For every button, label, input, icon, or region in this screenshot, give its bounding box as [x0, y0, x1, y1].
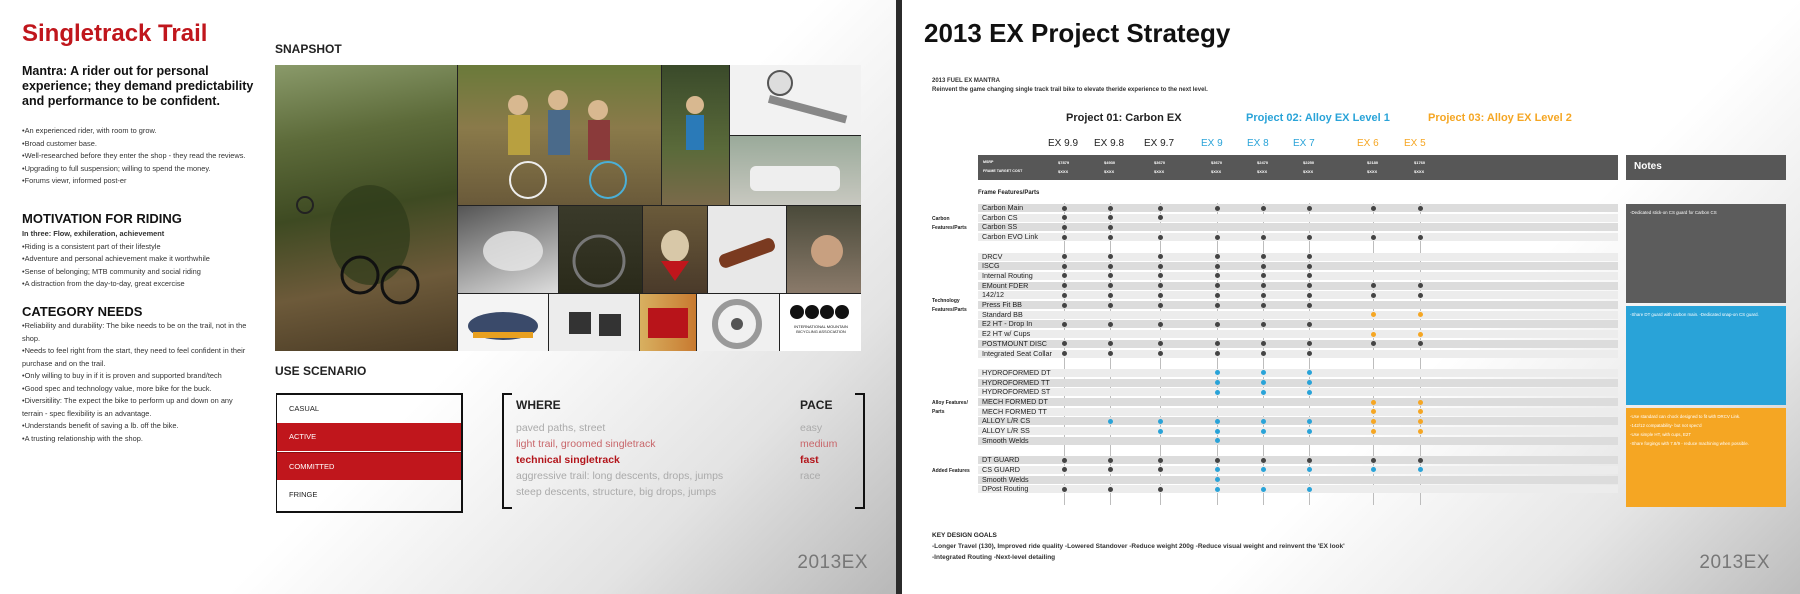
feature-label: ALLOY L/R CS — [982, 416, 1031, 426]
msrp-value: $2180 — [1367, 160, 1379, 165]
feature-dot — [1108, 487, 1113, 492]
where-item: paved paths, street — [516, 422, 606, 434]
feature-dot — [1158, 303, 1163, 308]
feature-label: CS GUARD — [982, 464, 1020, 474]
feature-label: MECH FORMED DT — [982, 397, 1048, 406]
category-bullet: •Reliability and durability: The bike needs to be on the trail, not in the shop. — [22, 321, 247, 343]
feature-dot — [1062, 487, 1067, 492]
pace-item: race — [800, 470, 821, 482]
feature-dot — [1307, 322, 1312, 327]
strategy-title: 2013 EX Project Strategy — [924, 18, 1231, 48]
feature-dot — [1062, 322, 1067, 327]
feature-dot — [1261, 322, 1266, 327]
model-name: EX 6 — [1357, 138, 1379, 149]
mantra-heading: 2013 FUEL EX MANTRA — [932, 78, 1000, 84]
snapshot-title: SNAPSHOT — [275, 42, 342, 56]
feature-dot — [1418, 235, 1423, 240]
feature-label: MECH FORMED TT — [982, 406, 1047, 416]
feature-row — [978, 408, 1618, 416]
feature-dot — [1108, 458, 1113, 463]
feature-label: DPost Routing — [982, 484, 1029, 494]
frame-cost-value: $XXX — [1058, 169, 1069, 174]
feature-dot — [1371, 400, 1376, 405]
feature-dot — [1418, 400, 1423, 405]
feature-dot — [1371, 419, 1376, 424]
feature-label: Carbon EVO Link — [982, 232, 1038, 242]
feature-label: Carbon CS — [982, 212, 1018, 222]
frame-cost-value: $XXX — [1257, 169, 1268, 174]
feature-dot — [1108, 351, 1113, 356]
model-name: EX 5 — [1404, 138, 1426, 149]
feature-dot — [1062, 235, 1067, 240]
feature-row — [978, 272, 1618, 280]
photo-car-bikes — [730, 136, 861, 205]
note-line: -Share DT guard with carbon main. -Dedicated snap-on CS guard. — [1630, 312, 1759, 317]
msrp-value: $3670 — [1211, 160, 1223, 165]
feature-row — [978, 311, 1618, 319]
feature-dot — [1062, 225, 1067, 230]
profile-bullet: •An experienced rider, with room to grow. — [22, 126, 157, 135]
feature-dot — [1108, 254, 1113, 259]
feature-dot — [1307, 254, 1312, 259]
feature-group-label: Alloy Features/ Parts — [932, 399, 968, 415]
feature-dot — [1261, 390, 1266, 395]
photo-shoes — [458, 294, 548, 351]
feature-row — [978, 233, 1618, 241]
persona-mantra: Mantra: A rider out for personal experience; they demand predictability and performance to be confident. — [22, 64, 254, 108]
feature-dot — [1418, 458, 1423, 463]
feature-dot — [1215, 206, 1220, 211]
feature-group-label: Technology Features/Parts — [932, 298, 967, 313]
key-goals-heading: KEY DESIGN GOALS — [932, 532, 997, 539]
feature-dot — [1062, 351, 1067, 356]
brand-mark: 2013EX — [1699, 552, 1770, 573]
pace-item: medium — [800, 438, 838, 450]
photo-riders-forest — [275, 65, 457, 351]
where-item: technical singletrack — [516, 454, 620, 466]
feature-label: Smooth Welds — [982, 435, 1029, 445]
where-item: light trail, groomed singletrack — [516, 438, 656, 450]
feature-label: Smooth Welds — [982, 474, 1029, 484]
pace-heading: PACE — [800, 398, 833, 412]
frame-cost-value: $XXX — [1211, 169, 1222, 174]
notes-header — [1626, 155, 1786, 180]
strategy-page — [902, 0, 1800, 594]
feature-row — [978, 262, 1618, 270]
feature-row — [978, 320, 1618, 328]
persona-page — [0, 0, 898, 594]
feature-dot — [1158, 264, 1163, 269]
motivation-list — [22, 228, 252, 291]
note-line: -Use simple HT, with cups, E2T — [1630, 432, 1691, 437]
photo-laughing-rider — [787, 206, 861, 293]
feature-label: Integrated Seat Collar — [982, 348, 1052, 358]
feature-row — [978, 427, 1618, 435]
feature-dot — [1307, 303, 1312, 308]
profile-bullet: •Broad customer base. — [22, 138, 97, 148]
feature-dot — [1261, 235, 1266, 240]
feature-label: HYDROFORMED ST — [982, 387, 1051, 397]
feature-dot — [1158, 487, 1163, 492]
feature-row — [978, 417, 1618, 425]
note-line: -142/12 compatability- but not spec'd — [1630, 423, 1702, 428]
feature-row — [978, 476, 1618, 484]
feature-row — [978, 350, 1618, 358]
msrp-label: MSRP — [983, 160, 994, 164]
feature-row — [978, 301, 1618, 309]
feature-group-label: Carbon Features/Parts — [932, 215, 967, 231]
right-bracket — [855, 393, 865, 509]
feature-dot — [1307, 206, 1312, 211]
feature-dot — [1108, 303, 1113, 308]
frame-cost-value: $XXX — [1154, 169, 1165, 174]
feature-dot — [1418, 206, 1423, 211]
photo-shock-pump — [730, 65, 861, 135]
feature-row — [978, 456, 1618, 464]
feature-label: Carbon SS — [982, 222, 1018, 232]
feature-dot — [1108, 322, 1113, 327]
feature-row — [978, 398, 1618, 406]
brand-mark: 2013EX — [797, 552, 868, 573]
feature-group-label: Added Features — [932, 467, 970, 474]
frame-cost-label: FRAME TARGET COST — [983, 169, 1023, 173]
key-goals-line1: -Longer Travel (130), Improved ride quality -Lowered Standover -Reduce weight 200g -Reduce visual weight and reinvent the 'EX look' — [932, 543, 1345, 550]
note-line: -Dedicated stick-on CS guard for Carbon CS — [1630, 210, 1717, 215]
feature-row — [978, 437, 1618, 445]
profile-bullet: •Well-researched before they enter the shop - they read the reviews. — [22, 151, 246, 160]
feature-row — [978, 388, 1618, 396]
feature-dot — [1062, 264, 1067, 269]
note-block — [1626, 204, 1786, 303]
price-header — [978, 155, 1618, 180]
feature-dot — [1062, 458, 1067, 463]
category-bullet: •Only willing to buy in if it is proven and supported brand/tech — [22, 371, 222, 380]
feature-dot — [1307, 487, 1312, 492]
feature-dot — [1215, 303, 1220, 308]
pace-item: easy — [800, 422, 823, 434]
feature-dot — [1371, 293, 1376, 298]
photo-disc-rotor — [697, 294, 779, 351]
snapshot-collage — [275, 65, 861, 351]
feature-dot — [1261, 254, 1266, 259]
feature-dot — [1215, 351, 1220, 356]
frame-cost-value: $XXX — [1303, 169, 1314, 174]
category-heading: CATEGORY NEEDS — [22, 304, 143, 319]
frame-cost-value: $XXX — [1367, 169, 1378, 174]
model-name: EX 9.9 — [1048, 138, 1079, 149]
scenario-active: ACTIVE — [277, 423, 461, 451]
feature-label: Standard BB — [982, 309, 1023, 319]
pace-item: fast — [800, 454, 819, 466]
note-line: -Share forgings with 7.8/9 - reduce machining when possible. — [1630, 441, 1749, 446]
feature-dot — [1261, 264, 1266, 269]
feature-dot — [1215, 293, 1220, 298]
photo-energy-bar — [640, 294, 696, 351]
category-list — [22, 320, 252, 445]
feature-dot — [1158, 206, 1163, 211]
feature-row — [978, 204, 1618, 212]
feature-row — [978, 253, 1618, 261]
feature-dot — [1215, 419, 1220, 424]
feature-dot — [1371, 235, 1376, 240]
feature-dot — [1261, 206, 1266, 211]
category-bullet: •Diversitility: The expect the bike to perform up and down on any terrain - spec flexibility is an advantage. — [22, 396, 233, 418]
feature-dot — [1215, 458, 1220, 463]
feature-dot — [1062, 293, 1067, 298]
feature-label: E2 HT - Drop In — [982, 319, 1033, 329]
note-line: -Use standard can chock designed to fit with DRCV Link. — [1630, 414, 1741, 419]
feature-dot — [1158, 419, 1163, 424]
feature-dot — [1158, 322, 1163, 327]
use-scenario-title: USE SCENARIO — [275, 364, 367, 378]
feature-dot — [1418, 332, 1423, 337]
scenario-committed: COMMITTED — [277, 452, 461, 480]
feature-dot — [1062, 206, 1067, 211]
frame-features-heading: Frame Features/Parts — [978, 190, 1040, 196]
feature-row — [978, 340, 1618, 348]
feature-dot — [1158, 429, 1163, 434]
feature-row — [978, 291, 1618, 299]
key-goals-line2: -Integrated Routing -Next-level detailing — [932, 554, 1056, 561]
feature-dot — [1261, 419, 1266, 424]
msrp-value: $7879 — [1058, 160, 1070, 165]
photo-pedals — [549, 294, 639, 351]
feature-label: HYDROFORMED DT — [982, 367, 1051, 377]
feature-row — [978, 223, 1618, 231]
msrp-value: $2470 — [1257, 160, 1269, 165]
feature-label: E2 HT w/ Cups — [982, 329, 1031, 339]
feature-dot — [1261, 458, 1266, 463]
scenario-list — [276, 393, 463, 513]
notes-heading: Notes — [1634, 161, 1662, 172]
feature-row — [978, 282, 1618, 290]
feature-label: EMount FDER — [982, 280, 1029, 290]
frame-cost-value: $XXX — [1104, 169, 1115, 174]
photo-gloves — [458, 206, 558, 293]
feature-label: Internal Routing — [982, 270, 1033, 280]
feature-dot — [1371, 458, 1376, 463]
feature-dot — [1307, 458, 1312, 463]
model-name: EX 7 — [1293, 138, 1315, 149]
feature-dot — [1158, 235, 1163, 240]
feature-dot — [1108, 206, 1113, 211]
feature-label: Carbon Main — [982, 203, 1024, 212]
photo-bike-detail — [559, 206, 642, 293]
persona-title: Singletrack Trail — [22, 20, 208, 47]
feature-dot — [1418, 293, 1423, 298]
feature-row — [978, 330, 1618, 338]
msrp-value: $2250 — [1303, 160, 1315, 165]
feature-dot — [1062, 303, 1067, 308]
feature-dot — [1108, 225, 1113, 230]
feature-dot — [1158, 254, 1163, 259]
feature-label: DT GUARD — [982, 455, 1020, 465]
photo-multitool — [708, 206, 786, 293]
project-01-label: Project 01: Carbon EX — [1066, 112, 1182, 124]
feature-dot — [1371, 332, 1376, 337]
where-heading: WHERE — [516, 398, 561, 412]
where-item: aggressive trail: long descents, drops, jumps — [516, 470, 724, 482]
feature-row — [978, 369, 1618, 377]
feature-dot — [1158, 351, 1163, 356]
feature-dot — [1307, 235, 1312, 240]
motivation-bullet: •Adventure and personal achievement make it worthwhile — [22, 254, 210, 263]
feature-dot — [1418, 419, 1423, 424]
imba-logo-text: INTERNATIONAL MOUNTAIN BICYCLING ASSOCIATION — [794, 324, 848, 334]
feature-dot — [1261, 293, 1266, 298]
feature-dot — [1215, 264, 1220, 269]
feature-label: POSTMOUNT DISC — [982, 338, 1047, 348]
feature-dot — [1158, 293, 1163, 298]
feature-dot — [1215, 390, 1220, 395]
feature-dot — [1307, 264, 1312, 269]
project-03-label: Project 03: Alloy EX Level 2 — [1428, 112, 1572, 124]
feature-dot — [1261, 429, 1266, 434]
msrp-value: $3670 — [1154, 160, 1166, 165]
feature-dot — [1261, 303, 1266, 308]
feature-label: ALLOY L/R SS — [982, 426, 1030, 436]
left-bracket — [502, 393, 512, 509]
feature-dot — [1371, 206, 1376, 211]
feature-dot — [1062, 254, 1067, 259]
feature-row — [978, 379, 1618, 387]
feature-dot — [1307, 429, 1312, 434]
feature-dot — [1108, 264, 1113, 269]
feature-row — [978, 466, 1618, 474]
feature-dot — [1215, 235, 1220, 240]
feature-row — [978, 214, 1618, 222]
category-bullet: •Understands benefit of saving a lb. off the bike. — [22, 421, 179, 430]
feature-dot — [1307, 390, 1312, 395]
scenario-casual: CASUAL — [289, 404, 320, 413]
category-bullet: •A trusting relationship with the shop. — [22, 433, 143, 443]
where-item: steep descents, structure, big drops, jumps — [516, 486, 717, 498]
feature-dot — [1307, 351, 1312, 356]
feature-dot — [1307, 419, 1312, 424]
motivation-bullet: •A distraction from the day-to-day, great excercise — [22, 279, 185, 288]
feature-dot — [1418, 429, 1423, 434]
category-bullet: •Needs to feel right from the start, they need to feel confident in their purchase and on the trail. — [22, 346, 246, 368]
model-name: EX 9.7 — [1144, 138, 1175, 149]
motivation-lead: In three: Flow, exhileration, achievement — [22, 229, 165, 238]
frame-cost-value: $XXX — [1414, 169, 1425, 174]
feature-label: 142/12 — [982, 290, 1004, 300]
project-02-label: Project 02: Alloy EX Level 1 — [1246, 112, 1390, 124]
feature-dot — [1261, 487, 1266, 492]
scenario-fringe: FRINGE — [289, 490, 318, 499]
profile-bullet: •Forums viewr, informed post-er — [22, 176, 127, 185]
feature-label: Press Fit BB — [982, 300, 1022, 309]
photo-woman-running — [662, 65, 729, 205]
photo-group-riders — [458, 65, 661, 205]
mantra-text: Reinvent the game changing single track trail bike to elevate theride experience to the next level. — [932, 87, 1208, 93]
feature-dot — [1108, 419, 1113, 424]
motivation-bullet: •Riding is a consistent part of their lifestyle — [22, 241, 161, 251]
model-name: EX 9.8 — [1094, 138, 1125, 149]
feature-dot — [1215, 429, 1220, 434]
category-bullet: •Good spec and technology value, more bike for the buck. — [22, 383, 212, 393]
feature-row — [978, 485, 1618, 493]
feature-dot — [1215, 487, 1220, 492]
feature-dot — [1215, 322, 1220, 327]
imba-logo — [780, 294, 861, 351]
feature-dot — [1215, 254, 1220, 259]
feature-label: ISCG — [982, 261, 1000, 271]
profile-bullet: •Upgrading to full suspension; willing to spend the money. — [22, 163, 211, 173]
photo-dog — [643, 206, 707, 293]
note-block — [1626, 408, 1786, 507]
model-name: EX 9 — [1201, 138, 1223, 149]
feature-dot — [1261, 351, 1266, 356]
note-block — [1626, 306, 1786, 405]
motivation-bullet: •Sense of belonging; MTB community and social riding — [22, 266, 201, 276]
motivation-heading: MOTIVATION FOR RIDING — [22, 211, 182, 226]
model-name: EX 8 — [1247, 138, 1269, 149]
feature-dot — [1108, 235, 1113, 240]
msrp-value: $1760 — [1414, 160, 1426, 165]
feature-label: HYDROFORMED TT — [982, 377, 1050, 387]
feature-dot — [1307, 293, 1312, 298]
feature-dot — [1371, 429, 1376, 434]
feature-label: DRCV — [982, 251, 1003, 261]
feature-dot — [1158, 458, 1163, 463]
msrp-value: $4930 — [1104, 160, 1116, 165]
profile-bullets — [22, 125, 252, 188]
feature-dot — [1108, 293, 1113, 298]
